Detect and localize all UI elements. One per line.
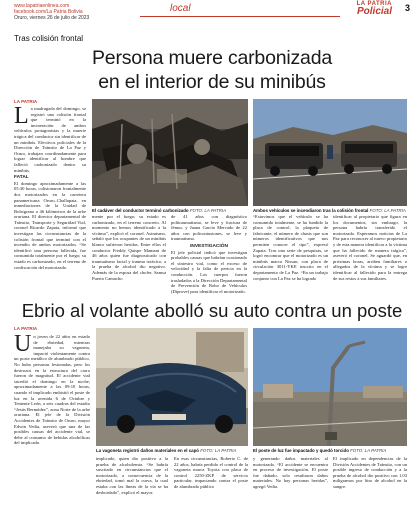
story2-photo-damaged-car	[96, 328, 248, 446]
page-number: 3	[404, 3, 410, 13]
damaged-car-image	[96, 328, 248, 446]
story2-column-3	[174, 456, 248, 520]
brand-top: LA PATRIA	[356, 1, 392, 7]
story1-headline	[14, 46, 410, 94]
story1-column-2	[92, 214, 166, 294]
story2-col4-text: y generando daños materiales al motorizado. “El accidente se encuentra en proceso de investigación. El poste fue dañado, solo resultaron daños materiales. No hay personas heridas”, agregó Vedia.	[253, 456, 328, 489]
story1-column-4	[253, 214, 328, 294]
story2-column-4	[253, 456, 328, 520]
brand-logo	[357, 1, 392, 16]
photo2-source: FOTO: LA PATRIA	[369, 208, 406, 213]
issue-date: Oruro, viernes 26 de julio de 2023	[14, 15, 90, 21]
story1-dropcap: L	[14, 106, 29, 129]
header-rule	[140, 16, 340, 17]
header-info	[14, 3, 89, 21]
social-link[interactable]: facebook.com/La Patria Bolivia	[14, 9, 83, 15]
light-pole-image	[253, 328, 407, 446]
story1-col1-text2: El domingo aproximadamente a las 05:30 horas, colisionaron frontalmente dos motorizados en la carretera panamericana Oruro–Challapata, en inmediaciones de la Unidad de Bolsigrano a 46 kilómetros de la urbe oruriana. El director departamental de Tránsito, Transporte y Seguridad Vial, coronel Ricardo Zapata, informó que investigan las circunstancias de la colisión frontal que terminó con el incendio de ambos motorizados. “Se identificó una persona fallecida, fue consumida totalmente por el fuego; su estado es carbonizado, en el terreno de confiscación del motorizado.	[14, 180, 86, 270]
story2-dropcap: U	[14, 334, 32, 357]
story1-col3-text2: El jefe policial indicó que investigan probables causas que habrían ocasionado el siniestro vial, como el exceso de velocidad y la falta de pericia en la conducción. Los cuerpos fueron trasladados a la Dirección Departamental de Prevención de Robo de Vehículos (Diprove) para identificar el motorizado.	[171, 249, 247, 294]
story1-col4-text: “Estuvimos que el vehículo se ha consumido totalmente, se ha fundido la placa de control, la plaqueta de fabricante, el número de chasis que son números identificativos que nos permiten conocer el tipo”, expresó Zapata. Tras una serie de pesquisas, se logró encontrar que el motorizado es un minibús marca Nissan, con placa de circulación 3011-YKE inscrito en el departamento de La Paz. “En un trabajo conjunto con La Paz se ha logrado	[253, 214, 328, 281]
story2-photo-light-pole	[253, 328, 407, 446]
story2-col5-text: El implicado en dependencias de la División Accidentes de Tránsito, con un posible ingreso de conducción y a la prueba de alcohol dio positivo con 1.03 miligramos por litro de alcohol en la sangre.	[333, 456, 407, 489]
story1-col3-text: de 41 años con diagnóstico politraumatismo, se leve y fractura de fémur, y Juana García Mercado de 22 años con policontusiones, se leve y traumatismo.	[171, 214, 247, 242]
story1-headline-line2: en el interior de su minibús	[98, 71, 326, 93]
story2-byline: LA PATRIA	[14, 326, 38, 331]
story2-col3-text: En esas circunstancias, Roberto C. de 22 años, habría perdido el control de la vagoneta marca Toyota con placa de control 2250-ZKP de servicio particular, impactando contra el poste de alumbrado público	[174, 456, 248, 489]
photo4-source: FOTO: LA PATRIA	[350, 448, 387, 453]
story1-column-3	[171, 214, 247, 294]
story1-photo-burned-interior	[92, 99, 248, 206]
road-scene-image	[253, 99, 407, 206]
story1-subhead-fatal: FATAL	[14, 175, 29, 181]
story1-byline: LA PATRIA	[14, 99, 38, 104]
story2-photo3-caption	[96, 448, 236, 453]
story2-col2-text: implicado, quien dio positivo a la prueba de alcoholemia. “Se habría suscitado en circunstancias que el motorizado, a consecuencia de la ebriedad, tomó mal la curva, la cual estaba con las líneas de la vía se ha desbordado”, explicó el mayor.	[96, 456, 168, 495]
story1-photo-road-scene	[253, 99, 407, 206]
story1-col5-text: identificar al propietario que figura en los documentos, sin embargo, la persona habría transferido el motorizado. Esperamos noticias de La Paz para reconocer al nuevo propietario y de esta manera identificar a la víctima que ha fallecido de manera trágica”, aseveró el coronel. Se aguardó que, en próximas horas, arriben familiares o allegados de la víctima y se logre identificar al fallecido para la entrega de sus restos a sus familiares.	[333, 214, 407, 281]
story1-kicker: Tras colisión frontal	[14, 34, 84, 43]
story2-col1-text: n joven de 22 años en estado de ebriedad, mientras manejaba su vagoneta, impactó violentamente contra un poste metálico de alumbrado público. No hubo personas lesionadas, pero los destrozos en la estructura del carro fueron de magnitud. El accidente vial sucedió el domingo en la noche, aproximadamente a las 09:10 horas, cuando el implicado embistió el poste de luz en la avenida 6 de Octubre y Teniente León, a seis cuadras del estadio “Jesús Bermúdez”, zona Norte de la urbe oruriana. El jefe de la División Accidentes de Tránsito de Oruro, mayor Edwin Vedia, aseveró que una de las posibles causas del accidente vial, se debe al consumo de bebidas alcohólicas del implicado.	[14, 334, 90, 446]
story2-column-1	[14, 334, 90, 520]
story1-photo1-caption	[92, 208, 226, 213]
burned-vehicle-image	[92, 99, 248, 206]
photo4-caption-text: El poste de luz fue impactado y quedó torcido	[253, 448, 349, 453]
site-url[interactable]: www.lapatriaenlinea.com	[14, 3, 70, 9]
story2-column-2	[96, 456, 168, 520]
story2-photo4-caption	[253, 448, 386, 453]
page-header	[0, 0, 420, 22]
section-name: local	[170, 3, 191, 14]
story2-column-5	[333, 456, 407, 520]
story1-photo2-caption	[253, 208, 406, 213]
story1-col1-text: a madrugada del domingo, se registró una colisión frontal que terminó en la incineración de ambos vehículos protagonistas y la muerte trágica del conductor sin identificar de un minibús. Efectivos policiales de la Dirección de Tránsito de La Paz y Oruro, trabajan coordinadamente para lograr identificar al hombre que falleció carbonizado dentro su minibús.	[14, 106, 86, 173]
photo1-source: FOTO: LA PATRIA	[189, 208, 227, 213]
story1-col2-text: mente por el fuego; su estado es carbonizado, en el terreno concreto. Al momento no hemos identificado a la víctima”, explicó el coronel. Asimismo, señaló que los ocupantes de un minibús blanco sufrieron heridas. Entre ellos el conductor Freddy Quispe Mamani de 46 años quien fue diagnosticado con traumatismo facial y trauma torácico, a la prueba de alcohol dio negativo. Además de la esposa del chofer, Samsa Puerto Camacho	[92, 214, 166, 281]
story1-headline-line1: Persona muere carbonizada	[92, 47, 332, 69]
brand-bottom: Policial	[356, 6, 392, 17]
photo1-caption-text: El cadáver del conductor terminó carbonizado	[92, 208, 189, 213]
story1-column-5	[333, 214, 407, 294]
story1-column-1	[14, 106, 86, 292]
photo3-source: FOTO: LA PATRIA	[200, 448, 237, 453]
photo3-caption-text: La vagoneta registró daños materiales en el capó	[96, 448, 199, 453]
story2-headline: Ebrio al volante abolló su auto contra un poste	[21, 300, 403, 321]
photo2-caption-text: Ambos vehículos se incendiaron tras la colisión frontal	[253, 208, 369, 213]
story1-subhead-investigacion: INVESTIGACIÓN	[190, 243, 228, 249]
